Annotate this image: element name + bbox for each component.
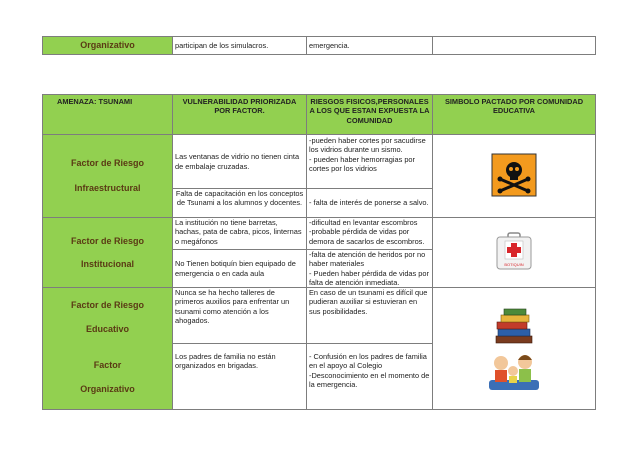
vulnerability-text: Nunca se ha hecho talleres de primeros auxilios para enfrentar un tsunami como atención a los ahogados. bbox=[175, 288, 290, 326]
header-simbolo: SIMBOLO PACTADO POR COMUNIDAD EDUCATIVA bbox=[433, 95, 596, 135]
risk-cell bbox=[307, 250, 433, 288]
vulnerability-text: Los padres de familia no están organizados en brigadas. bbox=[175, 352, 276, 371]
factor-educativo-cell bbox=[43, 288, 173, 410]
table-header-row bbox=[43, 95, 596, 135]
symbol-cell bbox=[433, 218, 596, 288]
risk-cell bbox=[307, 288, 433, 344]
first-aid-kit-icon bbox=[494, 231, 534, 271]
factor-label: Factor de Riesgo bbox=[70, 235, 144, 246]
vulnerability-text: Las ventanas de vidrio no tienen cinta de embalaje cruzadas. bbox=[175, 152, 300, 171]
factor-infraestructural-cell bbox=[43, 135, 173, 218]
top-symbol-cell bbox=[433, 37, 596, 55]
family-cartoon-icon bbox=[487, 350, 541, 392]
top-vulnerability-text: participan de los simulacros. bbox=[175, 40, 269, 50]
risk-cell bbox=[307, 218, 433, 250]
factor-institucional-cell bbox=[43, 218, 173, 288]
risk-text: -dificultad en levantar escombros -probable pérdida de vidas por demora de sacarlos de escombros. bbox=[309, 218, 425, 246]
vulnerability-text: Falta de capacitación en los conceptos de Tsunami a los alumnos y docentes. bbox=[175, 189, 304, 208]
top-continuation-table bbox=[42, 36, 596, 55]
vulnerability-text: La institución no tiene barretas, hachas, pata de cabra, picos, linternas o megáfonos bbox=[175, 218, 302, 246]
vulnerability-cell bbox=[173, 135, 307, 189]
vulnerability-cell bbox=[173, 250, 307, 288]
factor-name: Organizativo bbox=[80, 384, 135, 395]
top-risk-cell bbox=[307, 37, 433, 55]
risk-table bbox=[42, 94, 596, 410]
factor-name: Infraestructural bbox=[74, 183, 141, 193]
risk-text: - Confusión en los padres de familia en el apoyo al Colegio -Desconocimiento en el momento de la emergencia. bbox=[309, 352, 430, 390]
factor-name: Institucional bbox=[80, 258, 134, 269]
risk-cell bbox=[307, 135, 433, 189]
table-row bbox=[43, 135, 596, 189]
top-risk-text: emergencia. bbox=[309, 40, 350, 50]
factor-label: Factor de Riesgo bbox=[70, 158, 144, 168]
risk-cell bbox=[307, 189, 433, 218]
header-amenaza: AMENAZA: TSUNAMI bbox=[43, 95, 173, 135]
risk-text: - falta de interés de ponerse a salvo. bbox=[309, 198, 429, 208]
vulnerability-cell bbox=[173, 288, 307, 344]
table-row bbox=[43, 288, 596, 344]
first-aid-kit-label: BOTIQUIN bbox=[504, 262, 524, 268]
header-vulnerabilidad: VULNERABILIDAD PRIORIZADA POR FACTOR. bbox=[173, 95, 307, 135]
top-factor-cell bbox=[43, 37, 173, 55]
symbol-cell bbox=[433, 288, 596, 410]
symbol-cell bbox=[433, 135, 596, 218]
vulnerability-text: No Tienen botiquín bien equipado de emergencia o en cada aula bbox=[175, 259, 296, 278]
table-row bbox=[43, 218, 596, 250]
vulnerability-cell bbox=[173, 344, 307, 410]
books-stack-icon bbox=[492, 306, 536, 346]
toxic-skull-warning-icon bbox=[491, 153, 537, 197]
vulnerability-cell bbox=[173, 218, 307, 250]
top-factor-label: Organizativo bbox=[80, 40, 135, 50]
risk-text: -falta de atención de heridos por no haber materiales - Pueden haber pérdida de vidas por falta de atención inmediata. bbox=[309, 250, 429, 287]
factor-label: Factor de Riesgo bbox=[70, 300, 144, 311]
risk-text: -pueden haber cortes por sacudirse los vidrios durante un sismo. - pueden haber hemorragias por cortes por los vidrios bbox=[309, 136, 426, 173]
vulnerability-cell bbox=[173, 189, 307, 218]
risk-cell bbox=[307, 344, 433, 410]
risk-text: En caso de un tsunami es difícil que pudieran auxiliar si estuvieran en sus posibilidades. bbox=[309, 288, 428, 316]
top-vulnerability-cell bbox=[173, 37, 307, 55]
factor-name: Educativo bbox=[85, 324, 129, 335]
header-riesgos: RIESGOS FISICOS,PERSONALES A LOS QUE ESTAN EXPUESTA LA COMUNIDAD bbox=[307, 95, 433, 135]
factor-label: Factor bbox=[93, 360, 122, 371]
